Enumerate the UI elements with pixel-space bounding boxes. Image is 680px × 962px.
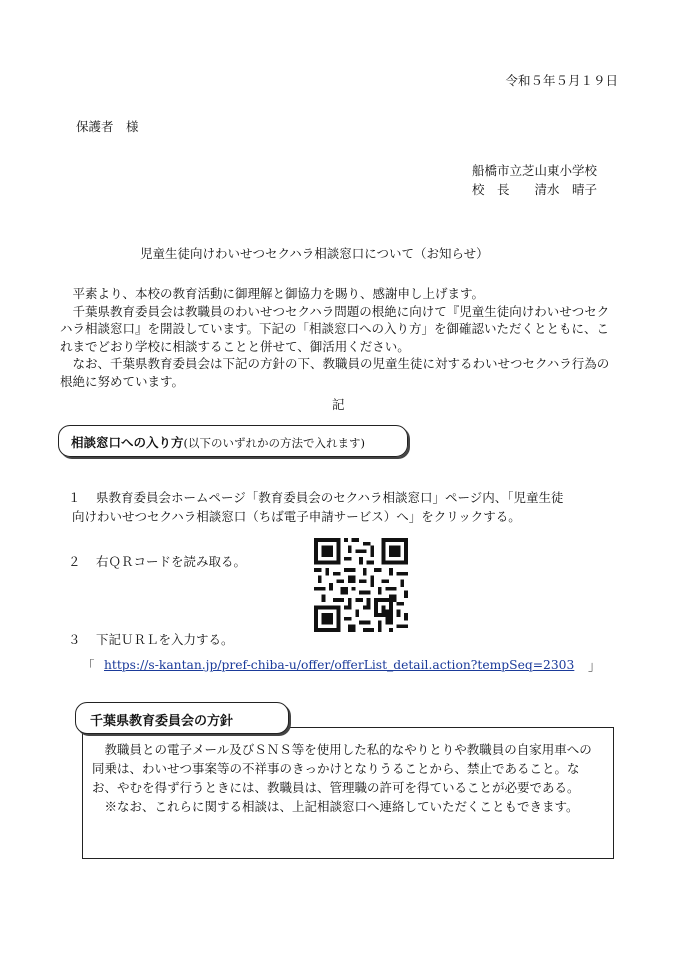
- step2-text: 右ＱＲコードを読み取る。: [96, 554, 247, 569]
- step3-number: ３: [68, 632, 81, 647]
- policy-note: ※なお、これらに関する相談は、上記相談窓口へ連絡していただくこともできます。: [104, 799, 579, 814]
- access-subheading: (以下のいずれかの方法で入れます): [183, 436, 365, 450]
- document-date: 令和５年５月１９日: [505, 73, 618, 88]
- school-name: 船橋市立芝山東小学校: [472, 163, 598, 178]
- intro-paragraphs: [60, 285, 620, 390]
- intro-line-3: なお、千葉県教育委員会は下記の方針の下、教職員の児童生徒に対するわいせつセクハラ行為の根絶に努めています。: [60, 356, 610, 389]
- step1-text: 県教育委員会ホームページ「教育委員会のセクハラ相談窓口」ページ内、「児童生徒: [96, 490, 564, 505]
- intro-line-2: 千葉県教育委員会は教職員のわいせつセクハラ問題の根絶に向けて『児童生徒向けわいせつセクハラ相談窓口』を開設しています。下記の「相談窓口への入り方」を御確認いただくとともに、これまでどおり学校に相談することと併せて、御活用ください。: [60, 303, 610, 354]
- policy-title-box: [75, 702, 289, 734]
- url-close-bracket: 」: [588, 658, 601, 673]
- access-heading-box: [58, 425, 408, 457]
- qr-code[interactable]: [314, 538, 408, 632]
- recipient: 保護者 様: [76, 119, 139, 134]
- policy-text: [92, 740, 604, 816]
- intro-line-1: 平素より、本校の教育活動に御理解と御協力を賜り、感謝申し上げます。: [72, 286, 485, 301]
- step1-number: １: [68, 490, 81, 505]
- url-open-bracket: 「: [82, 658, 95, 673]
- step1-text-cont: 向けわいせつセクハラ相談窓口（ちば電子申請サービス）へ」をクリックする。: [72, 509, 521, 524]
- ki-marker: 記: [332, 397, 345, 412]
- step2-number: ２: [68, 554, 81, 569]
- policy-body: 教職員との電子メール及びＳＮＳ等を使用した私的なやりとりや教職員の自家用車への同乗は、わいせつ事案等の不祥事のきっかけとなりうることから、禁止であること。なお、やむを得ず行うときには、教職員は、管理職の許可を得ていることが必要である。: [92, 742, 592, 795]
- policy-title: 千葉県教育委員会の方針: [90, 714, 234, 729]
- principal-name: 校 長 清水 晴子: [472, 182, 598, 197]
- step3-text: 下記ＵＲＬを入力する。: [96, 632, 234, 647]
- page-title: 児童生徒向けわいせつセクハラ相談窓口について（お知らせ）: [140, 246, 489, 261]
- access-heading: 相談窓口への入り方: [71, 435, 184, 450]
- consultation-url-link[interactable]: https://s-kantan.jp/pref-chiba-u/offer/offerList_detail.action?tempSeq=2303: [104, 658, 575, 672]
